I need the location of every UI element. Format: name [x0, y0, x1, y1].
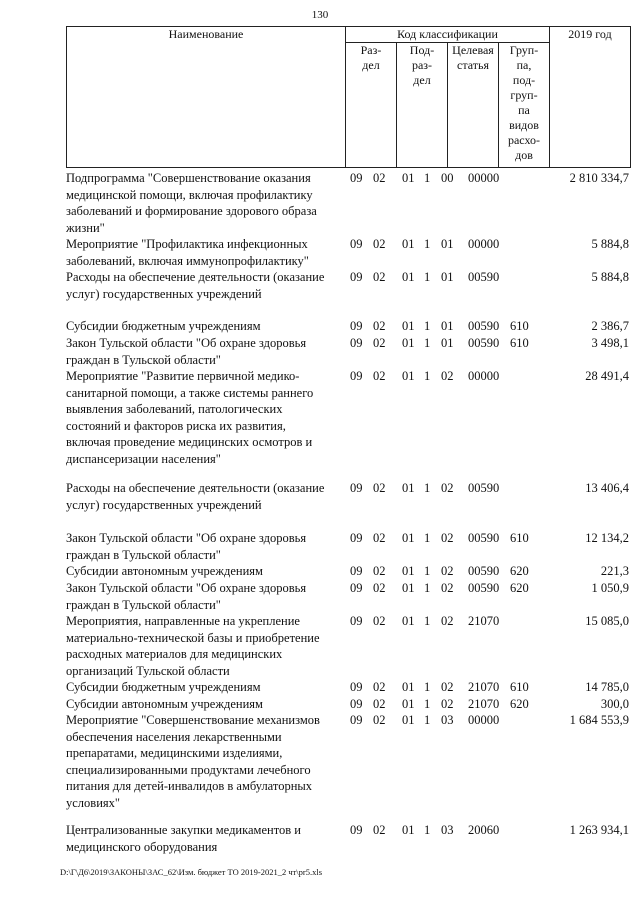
row-cell-v: 610: [510, 531, 529, 545]
header-razdel: [346, 43, 397, 168]
row-cell-amt: 12 134,2: [585, 531, 629, 545]
row-cell-b: 1: [424, 369, 431, 383]
row-cell-p: 02: [373, 336, 386, 350]
row-cell-amt: 5 884,8: [591, 270, 629, 284]
row-cell-p: 02: [373, 481, 386, 495]
row-cell-c: 02: [441, 369, 454, 383]
row-cell-r: 09: [350, 270, 363, 284]
podrazdel-line: раз-: [411, 58, 433, 73]
row-cell-p: 02: [373, 713, 386, 727]
group-line: дов: [515, 148, 533, 163]
row-cell-r: 09: [350, 680, 363, 694]
row-name-line: Закон Тульской области "Об охране здоровья: [66, 531, 307, 545]
row-cell-r: 09: [350, 481, 363, 495]
row-name-line: Закон Тульской области "Об охране здоровья: [66, 581, 307, 595]
row-cell-b: 1: [424, 614, 431, 628]
row-cell-amt: 28 491,4: [585, 369, 629, 383]
row-cell-v: 620: [510, 697, 529, 711]
row-cell-amt: 13 406,4: [585, 481, 629, 495]
row-cell-d: 00000: [468, 369, 500, 383]
row-cell-d: 21070: [468, 697, 500, 711]
row-name-line: питания для детей-инвалидов в амбулаторных: [66, 779, 313, 793]
row-cell-a: 01: [402, 319, 415, 333]
row-cell-amt: 3 498,1: [591, 336, 629, 350]
row-name: [66, 580, 344, 613]
row-cell-r: 09: [350, 237, 363, 251]
row-name-line: включая проведение медицинских осмотров и: [66, 435, 313, 449]
row-cell-amt: 1 050,9: [591, 581, 629, 595]
row-name: [66, 530, 344, 563]
row-cell-d: 00590: [468, 270, 500, 284]
row-cell-c: 02: [441, 697, 454, 711]
row-name-line: Централизованные закупки медикаментов и: [66, 823, 301, 837]
header-podrazdel: [397, 43, 448, 168]
page-number: 130: [311, 9, 329, 21]
row-name-line: заболеваний и формирование здорового образа: [66, 204, 317, 218]
row-name: [66, 712, 344, 811]
row-cell-d: 21070: [468, 614, 500, 628]
row-name: [66, 696, 344, 713]
row-cell-p: 02: [373, 680, 386, 694]
row-cell-a: 01: [402, 697, 415, 711]
row-cell-r: 09: [350, 171, 363, 185]
row-cell-amt: 14 785,0: [585, 680, 629, 694]
podrazdel-line: дел: [413, 73, 431, 88]
group-line: па: [518, 103, 530, 118]
row-name-line: Субсидии автономным учреждениям: [66, 697, 263, 711]
row-cell-c: 02: [441, 481, 454, 495]
header-name: Наименование: [67, 27, 346, 168]
row-cell-amt: 1 263 934,1: [569, 823, 629, 837]
group-line: под-: [512, 73, 536, 88]
group-line: груп-: [510, 88, 538, 103]
row-cell-p: 02: [373, 237, 386, 251]
row-cell-v: 610: [510, 336, 529, 350]
row-cell-d: 00000: [468, 713, 500, 727]
row-cell-a: 01: [402, 823, 415, 837]
row-name-line: медицинской помощи, включая профилактику: [66, 187, 313, 202]
row-cell-p: 02: [373, 581, 386, 595]
row-cell-c: 02: [441, 680, 454, 694]
row-name-line: медицинского оборудования: [66, 839, 218, 854]
row-name-line: Мероприятия, направленные на укрепление: [66, 614, 300, 628]
row-cell-b: 1: [424, 713, 431, 727]
row-cell-amt: 15 085,0: [585, 614, 629, 628]
row-name-line: диспансеризации населения": [66, 451, 221, 466]
row-cell-r: 09: [350, 531, 363, 545]
row-cell-c: 02: [441, 531, 454, 545]
row-name-line: материально-технической базы и приобретение: [66, 630, 320, 645]
row-cell-p: 02: [373, 614, 386, 628]
row-cell-amt: 300,0: [600, 697, 629, 711]
row-cell-c: 02: [441, 614, 454, 628]
row-name-line: организаций Тульской области: [66, 663, 230, 678]
row-cell-a: 01: [402, 481, 415, 495]
row-name-line: расходных материалов для медицинских: [66, 647, 283, 661]
row-cell-r: 09: [350, 713, 363, 727]
row-cell-d: 00590: [468, 581, 500, 595]
row-cell-b: 1: [424, 270, 431, 284]
row-name: [66, 318, 344, 335]
row-name-line: заболеваний, включая иммунопрофилактику": [66, 253, 309, 268]
row-name-line: обеспечения населения лекарственными: [66, 729, 282, 744]
row-name-line: Субсидии автономным учреждениям: [66, 564, 263, 578]
header-code: Код классификации: [346, 27, 550, 43]
row-cell-v: 610: [510, 319, 529, 333]
row-cell-b: 1: [424, 697, 431, 711]
row-cell-a: 01: [402, 369, 415, 383]
row-cell-v: 610: [510, 680, 529, 694]
row-cell-p: 02: [373, 319, 386, 333]
row-cell-v: 620: [510, 564, 529, 578]
header-target: Целевая статья: [448, 43, 499, 168]
row-name-line: Мероприятие "Развитие первичной медико-: [66, 369, 300, 383]
row-cell-c: 01: [441, 270, 454, 284]
row-cell-r: 09: [350, 319, 363, 333]
row-cell-b: 1: [424, 564, 431, 578]
row-cell-a: 01: [402, 581, 415, 595]
row-cell-c: 02: [441, 581, 454, 595]
row-name-line: состояний и факторов риска их развития,: [66, 418, 286, 433]
row-cell-d: 00590: [468, 564, 500, 578]
group-line: видов: [509, 118, 539, 133]
row-name-line: специализированными продуктами лечебного: [66, 762, 311, 777]
row-cell-c: 01: [441, 319, 454, 333]
row-cell-a: 01: [402, 564, 415, 578]
row-name: [66, 563, 344, 580]
row-cell-d: 00590: [468, 336, 500, 350]
row-cell-c: 03: [441, 713, 454, 727]
row-cell-a: 01: [402, 171, 415, 185]
row-name-line: выявления заболеваний, патологических: [66, 402, 283, 416]
row-name-line: Мероприятие "Совершенствование механизмов: [66, 713, 320, 727]
row-name-line: условиях": [66, 795, 120, 810]
group-line: па,: [516, 58, 532, 73]
row-cell-amt: 221,3: [600, 564, 629, 578]
row-name-line: препаратами, медицинскими изделиями,: [66, 746, 283, 760]
row-cell-b: 1: [424, 237, 431, 251]
row-cell-p: 02: [373, 823, 386, 837]
row-name-line: граждан в Тульской области": [66, 547, 221, 562]
row-cell-a: 01: [402, 336, 415, 350]
row-cell-d: 00590: [468, 319, 500, 333]
row-name: [66, 335, 344, 368]
group-line: Груп-: [509, 43, 539, 58]
row-cell-b: 1: [424, 336, 431, 350]
row-cell-c: 01: [441, 336, 454, 350]
row-name-line: Закон Тульской области "Об охране здоровья: [66, 336, 307, 350]
row-name: [66, 269, 344, 302]
row-cell-b: 1: [424, 531, 431, 545]
row-cell-a: 01: [402, 680, 415, 694]
row-cell-c: 03: [441, 823, 454, 837]
row-name-line: Субсидии бюджетным учреждениям: [66, 680, 261, 694]
row-name: [66, 170, 344, 236]
row-name-line: граждан в Тульской области": [66, 352, 221, 367]
row-cell-v: 620: [510, 581, 529, 595]
row-cell-amt: 1 684 553,9: [569, 713, 629, 727]
group-line: расхо-: [507, 133, 541, 148]
row-cell-c: 01: [441, 237, 454, 251]
row-cell-d: 21070: [468, 680, 500, 694]
row-name: [66, 679, 344, 696]
row-name: [66, 368, 344, 467]
row-cell-p: 02: [373, 171, 386, 185]
row-cell-p: 02: [373, 369, 386, 383]
file-path-footer: D:\Г\Д6\2019\ЗАКОНЫ\ЗАС_62\Изм. бюджет ТО 2019-2021_2 чт\pr5.xls: [60, 867, 323, 877]
row-cell-d: 00000: [468, 237, 500, 251]
row-cell-d: 00590: [468, 531, 500, 545]
razdel-line: Раз-: [360, 43, 382, 58]
row-name-line: Мероприятие "Профилактика инфекционных: [66, 237, 308, 251]
row-cell-b: 1: [424, 823, 431, 837]
row-cell-b: 1: [424, 581, 431, 595]
header-year: 2019 год: [550, 27, 631, 168]
row-cell-amt: 2 810 334,7: [569, 171, 629, 185]
header-group: [499, 43, 550, 168]
razdel-line: дел: [362, 58, 380, 73]
podrazdel-line: Под-: [409, 43, 435, 58]
row-cell-amt: 2 386,7: [591, 319, 629, 333]
row-cell-p: 02: [373, 270, 386, 284]
row-cell-d: 00590: [468, 481, 500, 495]
row-name: [66, 236, 344, 269]
row-name-line: Расходы на обеспечение деятельности (оказание: [66, 481, 325, 495]
row-name-line: Подпрограмма "Совершенствование оказания: [66, 171, 311, 185]
row-name-line: услуг) государственных учреждений: [66, 497, 262, 512]
row-cell-p: 02: [373, 564, 386, 578]
row-cell-r: 09: [350, 336, 363, 350]
row-cell-a: 01: [402, 713, 415, 727]
row-cell-p: 02: [373, 531, 386, 545]
row-cell-r: 09: [350, 697, 363, 711]
row-name: [66, 613, 344, 679]
row-cell-d: 00000: [468, 171, 500, 185]
row-name-line: услуг) государственных учреждений: [66, 286, 262, 301]
table-header: [66, 26, 631, 168]
row-cell-a: 01: [402, 270, 415, 284]
row-name-line: Субсидии бюджетным учреждениям: [66, 319, 261, 333]
row-cell-d: 20060: [468, 823, 500, 837]
row-cell-r: 09: [350, 823, 363, 837]
row-name: [66, 822, 344, 855]
row-cell-r: 09: [350, 614, 363, 628]
row-cell-r: 09: [350, 369, 363, 383]
row-name-line: жизни": [66, 220, 105, 235]
row-cell-r: 09: [350, 581, 363, 595]
row-name-line: граждан в Тульской области": [66, 597, 221, 612]
row-cell-b: 1: [424, 319, 431, 333]
row-cell-b: 1: [424, 680, 431, 694]
row-cell-amt: 5 884,8: [591, 237, 629, 251]
row-name-line: Расходы на обеспечение деятельности (оказание: [66, 270, 325, 284]
row-cell-b: 1: [424, 171, 431, 185]
row-name: [66, 480, 344, 513]
row-cell-a: 01: [402, 237, 415, 251]
row-name-line: санитарной помощи, а также системы раннего: [66, 385, 314, 400]
row-cell-c: 02: [441, 564, 454, 578]
row-cell-a: 01: [402, 531, 415, 545]
row-cell-a: 01: [402, 614, 415, 628]
row-cell-c: 00: [441, 171, 454, 185]
row-cell-r: 09: [350, 564, 363, 578]
row-cell-p: 02: [373, 697, 386, 711]
row-cell-b: 1: [424, 481, 431, 495]
